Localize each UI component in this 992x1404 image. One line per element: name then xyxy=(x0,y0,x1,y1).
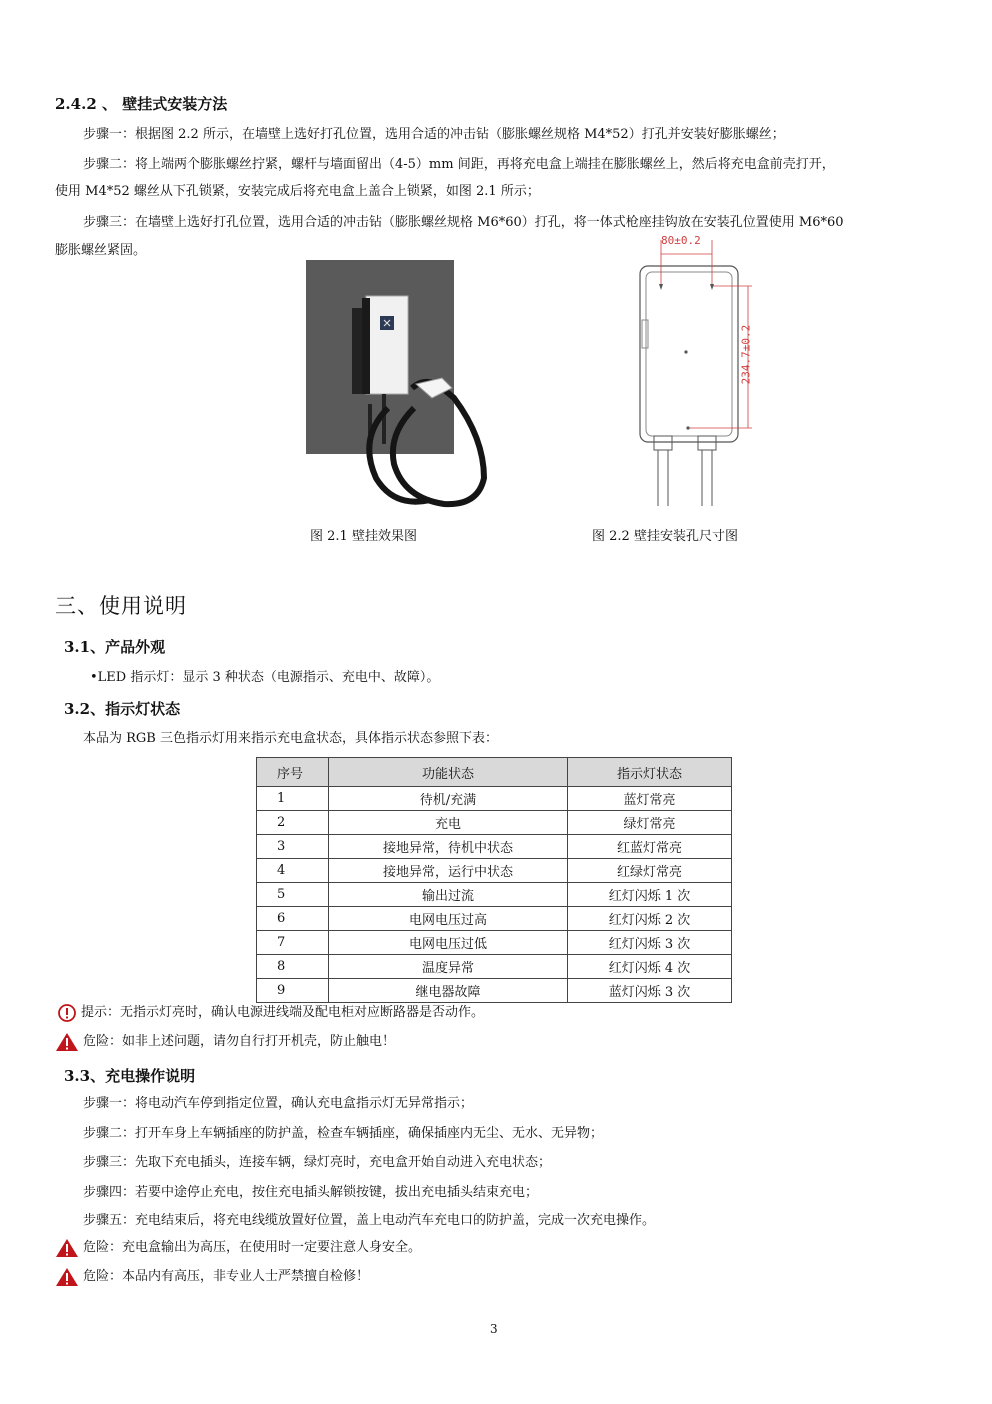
table-header-row xyxy=(257,758,732,787)
charging-step-5: 步骤五：充电结束后，将充电线缆放置好位置，盖上电动汽车充电口的防护盖，完成一次充电操作。 xyxy=(83,1213,656,1228)
warning-triangle-icon xyxy=(55,1032,79,1052)
charging-step-2: 步骤二：打开车身上车辆插座的防护盖，检查车辆插座，确保插座内无尘、无水、无异物； xyxy=(83,1126,604,1141)
table-row xyxy=(257,811,732,835)
danger-text-1: 危险：充电盒输出为高压，在使用时一定要注意人身安全。 xyxy=(83,1240,422,1255)
cell-function: 温度异常 xyxy=(329,955,568,979)
cell-function: 接地异常，待机中状态 xyxy=(329,835,568,859)
cell-function: 待机/充满 xyxy=(329,787,568,811)
figure-2-1-wall-mount-illustration xyxy=(304,258,518,510)
charging-step-1: 步骤一：将电动汽车停到指定位置，确认充电盒指示灯无异常指示； xyxy=(83,1096,474,1111)
cell-index: 5 xyxy=(257,883,329,907)
cell-indicator: 红绿灯常亮 xyxy=(568,859,732,883)
tip-text: 提示：无指示灯亮时，确认电源进线端及配电柜对应断路器是否动作。 xyxy=(81,1005,485,1020)
dimension-height-label: 234.7±0.2 xyxy=(739,324,753,385)
cell-indicator: 红灯闪烁 1 次 xyxy=(568,883,732,907)
warning-triangle-icon xyxy=(55,1267,79,1287)
warning-triangle-icon xyxy=(55,1238,79,1258)
table-row xyxy=(257,859,732,883)
cell-index: 7 xyxy=(257,931,329,955)
page-number: 3 xyxy=(490,1322,498,1336)
indicator-status-table xyxy=(256,757,732,1003)
danger-notice xyxy=(55,1032,395,1052)
cell-index: 8 xyxy=(257,955,329,979)
section-title-3-2: 3.2、指示灯状态 xyxy=(64,700,181,718)
cell-function: 电网电压过低 xyxy=(329,931,568,955)
install-step-3-line-2: 膨胀螺丝紧固。 xyxy=(55,243,147,258)
install-step-3-line-1: 步骤三：在墙壁上选好打孔位置，选用合适的冲击钻（膨胀螺丝规格 M6*60）打孔，将一体式枪座挂钩放在安装孔位置使用 M6*60 xyxy=(83,215,844,230)
cell-indicator: 红灯闪烁 2 次 xyxy=(568,907,732,931)
led-indicator-bullet: •LED 指示灯：显示 3 种状态（电源指示、充电中、故障）。 xyxy=(90,670,440,685)
cell-index: 9 xyxy=(257,979,329,1003)
table-row xyxy=(257,883,732,907)
danger-text-2: 危险：本品内有高压，非专业人士严禁擅自检修！ xyxy=(83,1269,370,1284)
install-step-1: 步骤一：根据图 2.2 所示，在墙壁上选好打孔位置，选用合适的冲击钻（膨胀螺丝规格 M4*52）打孔并安装好膨胀螺丝； xyxy=(83,127,785,142)
danger-text: 危险：如非上述问题，请勿自行打开机壳，防止触电！ xyxy=(83,1034,396,1049)
cell-function: 充电 xyxy=(329,811,568,835)
tip-notice xyxy=(57,1003,484,1023)
table-row xyxy=(257,931,732,955)
table-row xyxy=(257,907,732,931)
cell-index: 3 xyxy=(257,835,329,859)
cell-indicator: 红蓝灯常亮 xyxy=(568,835,732,859)
exclamation-circle-icon xyxy=(57,1003,77,1023)
section-title-2-4-2: 2.4.2 、 壁挂式安装方法 xyxy=(55,95,228,113)
cell-index: 4 xyxy=(257,859,329,883)
cell-function: 继电器故障 xyxy=(329,979,568,1003)
cell-function: 电网电压过高 xyxy=(329,907,568,931)
section-title-3-1: 3.1、产品外观 xyxy=(64,638,166,656)
danger-notice-repair xyxy=(55,1267,369,1287)
table-row xyxy=(257,955,732,979)
cell-index: 2 xyxy=(257,811,329,835)
cell-index: 6 xyxy=(257,907,329,931)
cell-function: 输出过流 xyxy=(329,883,568,907)
cell-indicator: 蓝灯常亮 xyxy=(568,787,732,811)
figure-2-1-caption: 图 2.1 壁挂效果图 xyxy=(310,529,417,544)
table-row xyxy=(257,835,732,859)
install-step-2-line-2: 使用 M4*52 螺丝从下孔锁紧，安装完成后将充电盒上盖合上锁紧，如图 2.1 所示； xyxy=(55,184,540,199)
cell-index: 1 xyxy=(257,787,329,811)
chapter-title-usage: 三、使用说明 xyxy=(55,594,187,618)
cell-indicator: 红灯闪烁 4 次 xyxy=(568,955,732,979)
charging-step-3: 步骤三：先取下充电插头，连接车辆，绿灯亮时，充电盒开始自动进入充电状态； xyxy=(83,1155,552,1170)
header-indicator: 指示灯状态 xyxy=(568,758,732,787)
cell-indicator: 红灯闪烁 3 次 xyxy=(568,931,732,955)
indicator-intro: 本品为 RGB 三色指示灯用来指示充电盒状态，具体指示状态参照下表： xyxy=(83,731,498,746)
cell-function: 接地异常，运行中状态 xyxy=(329,859,568,883)
install-step-2-line-1: 步骤二：将上端两个膨胀螺丝拧紧，螺杆与墙面留出（4-5）mm 间距，再将充电盒上端挂在膨胀螺丝上，然后将充电盒前壳打开， xyxy=(83,157,835,172)
danger-notice-high-voltage xyxy=(55,1238,421,1258)
table-row xyxy=(257,979,732,1003)
cell-indicator: 蓝灯闪烁 3 次 xyxy=(568,979,732,1003)
table-row xyxy=(257,787,732,811)
charging-step-4: 步骤四：若要中途停止充电，按住充电插头解锁按键，拔出充电插头结束充电； xyxy=(83,1185,539,1200)
cell-indicator: 绿灯常亮 xyxy=(568,811,732,835)
dimension-width-label: 80±0.2 xyxy=(661,234,701,247)
section-title-3-3: 3.3、充电操作说明 xyxy=(64,1067,196,1085)
figure-2-2-caption: 图 2.2 壁挂安装孔尺寸图 xyxy=(592,529,738,544)
header-function: 功能状态 xyxy=(329,758,568,787)
header-index: 序号 xyxy=(257,758,329,787)
